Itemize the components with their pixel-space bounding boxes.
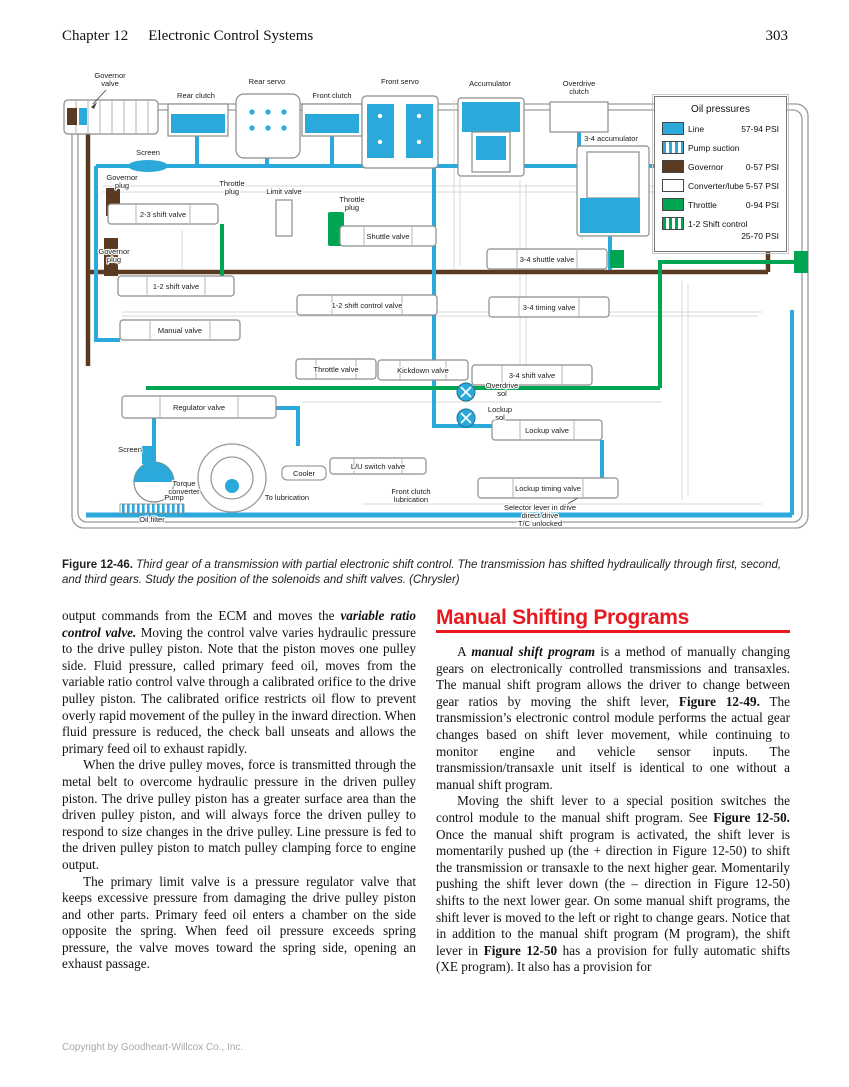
diagram-label: Torque converter [168, 479, 200, 496]
right-column [436, 608, 790, 976]
paragraph [62, 558, 790, 588]
diagram-label: Lockup sol [487, 405, 513, 422]
diagram-label: Front clutch [312, 91, 352, 100]
chapter-title: Electronic Control Systems [148, 28, 314, 44]
diagram-label: Manual valve [157, 326, 203, 335]
text-run: Figure 12-50 [483, 942, 558, 958]
diagram-label: Pump [164, 493, 184, 502]
diagram-label: 3-4 shuttle valve [519, 255, 575, 264]
paragraph [62, 874, 416, 974]
front-clutch-oil [305, 114, 359, 133]
diagram-label: Rear clutch [177, 91, 215, 100]
torque-converter-oil [225, 479, 239, 493]
text-run: Moving the control valve varies hydraulic pressure to the drive pulley piston. Note that the piston moves one pulley side. Fluid pressure, called primary feed oil, moves from the variable ratio control valve through a calibrated orifice to the drive pulley piston. The calibrated orifice restricts oil flow to prevent overly rapid movement of the pulley in the inward direction. When fluid pressure is reduced, the check ball unseats and allows the primary feed oil to exhaust rapidly. [62, 624, 416, 756]
heading-rule [436, 630, 790, 634]
governor-valve-blue [79, 108, 87, 125]
diagram-label: Throttle plug [219, 179, 245, 196]
legend-label: 1-2 Shift control [688, 218, 748, 229]
diagram-label: 3-4 accumulator [584, 134, 638, 143]
legend-label: Throttle [688, 199, 717, 210]
diagram-label: Governor plug [106, 173, 138, 190]
diagram-label: Governor plug [98, 247, 130, 264]
diagram-label: Lockup valve [525, 426, 569, 435]
copyright-notice: Copyright by Goodheart-Willcox Co., Inc. [62, 1042, 244, 1053]
legend-label: Governor [688, 161, 724, 172]
torque-converter-body [198, 444, 266, 512]
text-run: Third gear of a transmission with partial electronic shift control. The transmission has shifted hydraulically through first, second, and third gears. Study the position of the solenoids and shift valves. (Chrysler) [62, 558, 782, 586]
rear-clutch-oil [171, 114, 225, 133]
legend-item [662, 198, 779, 211]
diagram-label: Limit valve [266, 187, 302, 196]
diagram-label: Lockup timing valve [515, 484, 581, 493]
legend-items [662, 122, 779, 241]
diagram-label: 1-2 shift control valve [331, 301, 403, 310]
legend-label: Pump suction [688, 142, 740, 153]
text-run: output commands from the ECM and moves the [62, 608, 341, 623]
shuttle-cap-green [610, 250, 624, 268]
text-run: Once the manual shift program is activated, the shift lever is momentarily pushed up (the + direction in Figure 12-50) to shift the transmission or transaxle to the next higher gear. Momentarily pushing the shift lever down (the – direction in Figure 12-50) shifts to the next lower gear. On some manual shift programs, the shift lever is moved to the left or right to change gears. Notice that in addition to the manual shift program (M program), the shift lever in [436, 826, 790, 958]
diagram-label: Oil filter [139, 515, 165, 524]
text-run: The transmission’s electronic control module performs the actual gear changes based on shift lever movement, while continuing to monitor engine and vehicle sensor inputs. The transmission/transaxle unit itself is identical to one without a manual shift program. [436, 693, 790, 792]
text-run: Figure 12-46. [62, 558, 137, 571]
pump-oil [134, 462, 174, 482]
front-servo-oil [367, 104, 394, 158]
text-run: When the drive pulley moves, force is transmitted through the metal belt to overcome hydraulic pressure in the driven pulley piston. The drive pulley piston has a greater surface area than the driven pulley piston, and will always force the driven pulley to respond to size changes in the drive pulley. Line pressure is fed to the driven pulley piston to match pulley clamping force to engine output. [62, 757, 416, 872]
accumulator-34-oil [580, 198, 640, 233]
paragraph [436, 793, 790, 976]
overdrive-solenoid-icon [457, 383, 475, 401]
sw-green-str-swatch [662, 217, 684, 230]
text-run: A [457, 644, 472, 660]
hydraulic-diagram-figure [62, 70, 816, 538]
diagram-label: Regulator valve [172, 403, 226, 412]
text-run: Figure 12-49. [678, 693, 760, 709]
accumulator-34-piston [587, 152, 639, 198]
governor-valve-brown [67, 108, 77, 125]
legend-item [662, 179, 779, 192]
legend-label: Line [688, 123, 705, 134]
diagram-label: Throttle valve [313, 365, 359, 374]
diagram-label: 2-3 shift valve [139, 210, 187, 219]
left-column [62, 608, 416, 976]
diagram-label: L/U switch valve [350, 462, 406, 471]
diagram-label: Front clutch lubrication [391, 487, 431, 504]
diagram-label: Shuttle valve [366, 232, 410, 241]
legend-item [662, 141, 779, 154]
page-number: 303 [765, 28, 788, 44]
diagram-label: Screen [136, 148, 160, 157]
overdrive-clutch-body [550, 102, 608, 132]
text-run: manual shift program [471, 644, 595, 660]
legend-item [662, 160, 779, 173]
accumulator-oil-inner [476, 136, 506, 160]
sw-brown-swatch [662, 160, 684, 173]
legend-item [662, 217, 779, 241]
limit-valve [276, 200, 292, 236]
paragraph [62, 757, 416, 873]
oil-pressures-legend [654, 96, 787, 252]
sw-green-swatch [662, 198, 684, 211]
figure-caption [62, 546, 790, 599]
body-columns [62, 608, 790, 976]
paragraph [436, 644, 790, 793]
diagram-label: 3-4 shift valve [508, 371, 556, 380]
legend-psi-value: 5-57 PSI [745, 180, 779, 191]
legend-psi-value: 0-94 PSI [745, 199, 779, 210]
diagram-label: 3-4 timing valve [522, 303, 576, 312]
sw-blue-str-swatch [662, 141, 684, 154]
valve-lands [136, 204, 583, 498]
legend-label: Converter/lube [688, 180, 744, 191]
diagram-label: Cooler [292, 469, 316, 478]
section-heading: Manual Shifting Programs [436, 606, 689, 629]
diagram-label: 1-2 shift valve [152, 282, 200, 291]
page-header [62, 28, 788, 45]
diagram-label: Screen [118, 445, 142, 454]
screen-lower [142, 446, 154, 464]
chapter-label: Chapter 12 [62, 28, 129, 44]
throttle-pipe [660, 262, 794, 388]
legend-title: Oil pressures [691, 104, 750, 115]
governor-valve-body [64, 100, 158, 134]
screen-top [128, 160, 168, 172]
legend-psi-value: 57-94 PSI [741, 123, 779, 134]
throttle-cap-green [794, 251, 808, 273]
legend-psi-value: 25-70 PSI [741, 231, 779, 241]
legend-psi-value: 0-57 PSI [745, 161, 779, 172]
paragraph [62, 608, 416, 757]
text-run: The primary limit valve is a pressure regulator valve that keeps excessive pressure from damaging the drive pulley piston and other parts. Primary feed oil enters a chamber on the side opposite the spring. When feed oil pressure exceeds spring pressure, the valve moves toward the spring side, opening an exhaust passage. [62, 873, 416, 972]
front-servo-oil [406, 104, 433, 158]
text-run: variable ratio control valve. [62, 608, 416, 640]
diagram-label: Selector lever in drive direct drive T/C unlocked [503, 503, 577, 528]
diagram-label: Kickdown valve [397, 366, 449, 375]
oil-filter-body [120, 504, 184, 513]
text-run: is a method of manually changing gears on electronically controlled transmissions and transaxles. The manual shift program allows the driver to change between gear ratios by moving the shift lever, [436, 644, 790, 709]
right-column-body [436, 644, 790, 976]
diagram-label: To lubrication [264, 493, 310, 502]
sw-blue-swatch [662, 122, 684, 135]
lockup-solenoid-icon [457, 409, 475, 427]
valve-bodies [108, 200, 618, 498]
accumulator-oil [462, 102, 520, 132]
diagram-label: Overdrive clutch [562, 79, 596, 96]
diagram-label: Front servo [381, 77, 419, 86]
text-run: Figure 12-50. [713, 810, 790, 826]
legend-item [662, 122, 779, 135]
diagram-label: Overdrive sol [485, 381, 519, 398]
sw-white-swatch [662, 179, 684, 192]
diagram-label: Rear servo [248, 77, 286, 86]
diagram-label: Throttle plug [339, 195, 365, 212]
converter-feed-pipe [276, 408, 298, 446]
text-run: Moving the shift lever to a special position switches the control module to the manual shift program. See [436, 793, 790, 826]
text-run: has a provision for fully automatic shifts (XE program). It also has a provision for [436, 942, 790, 975]
diagram-label: Governor valve [94, 71, 126, 88]
diagram-label: Accumulator [469, 79, 511, 88]
